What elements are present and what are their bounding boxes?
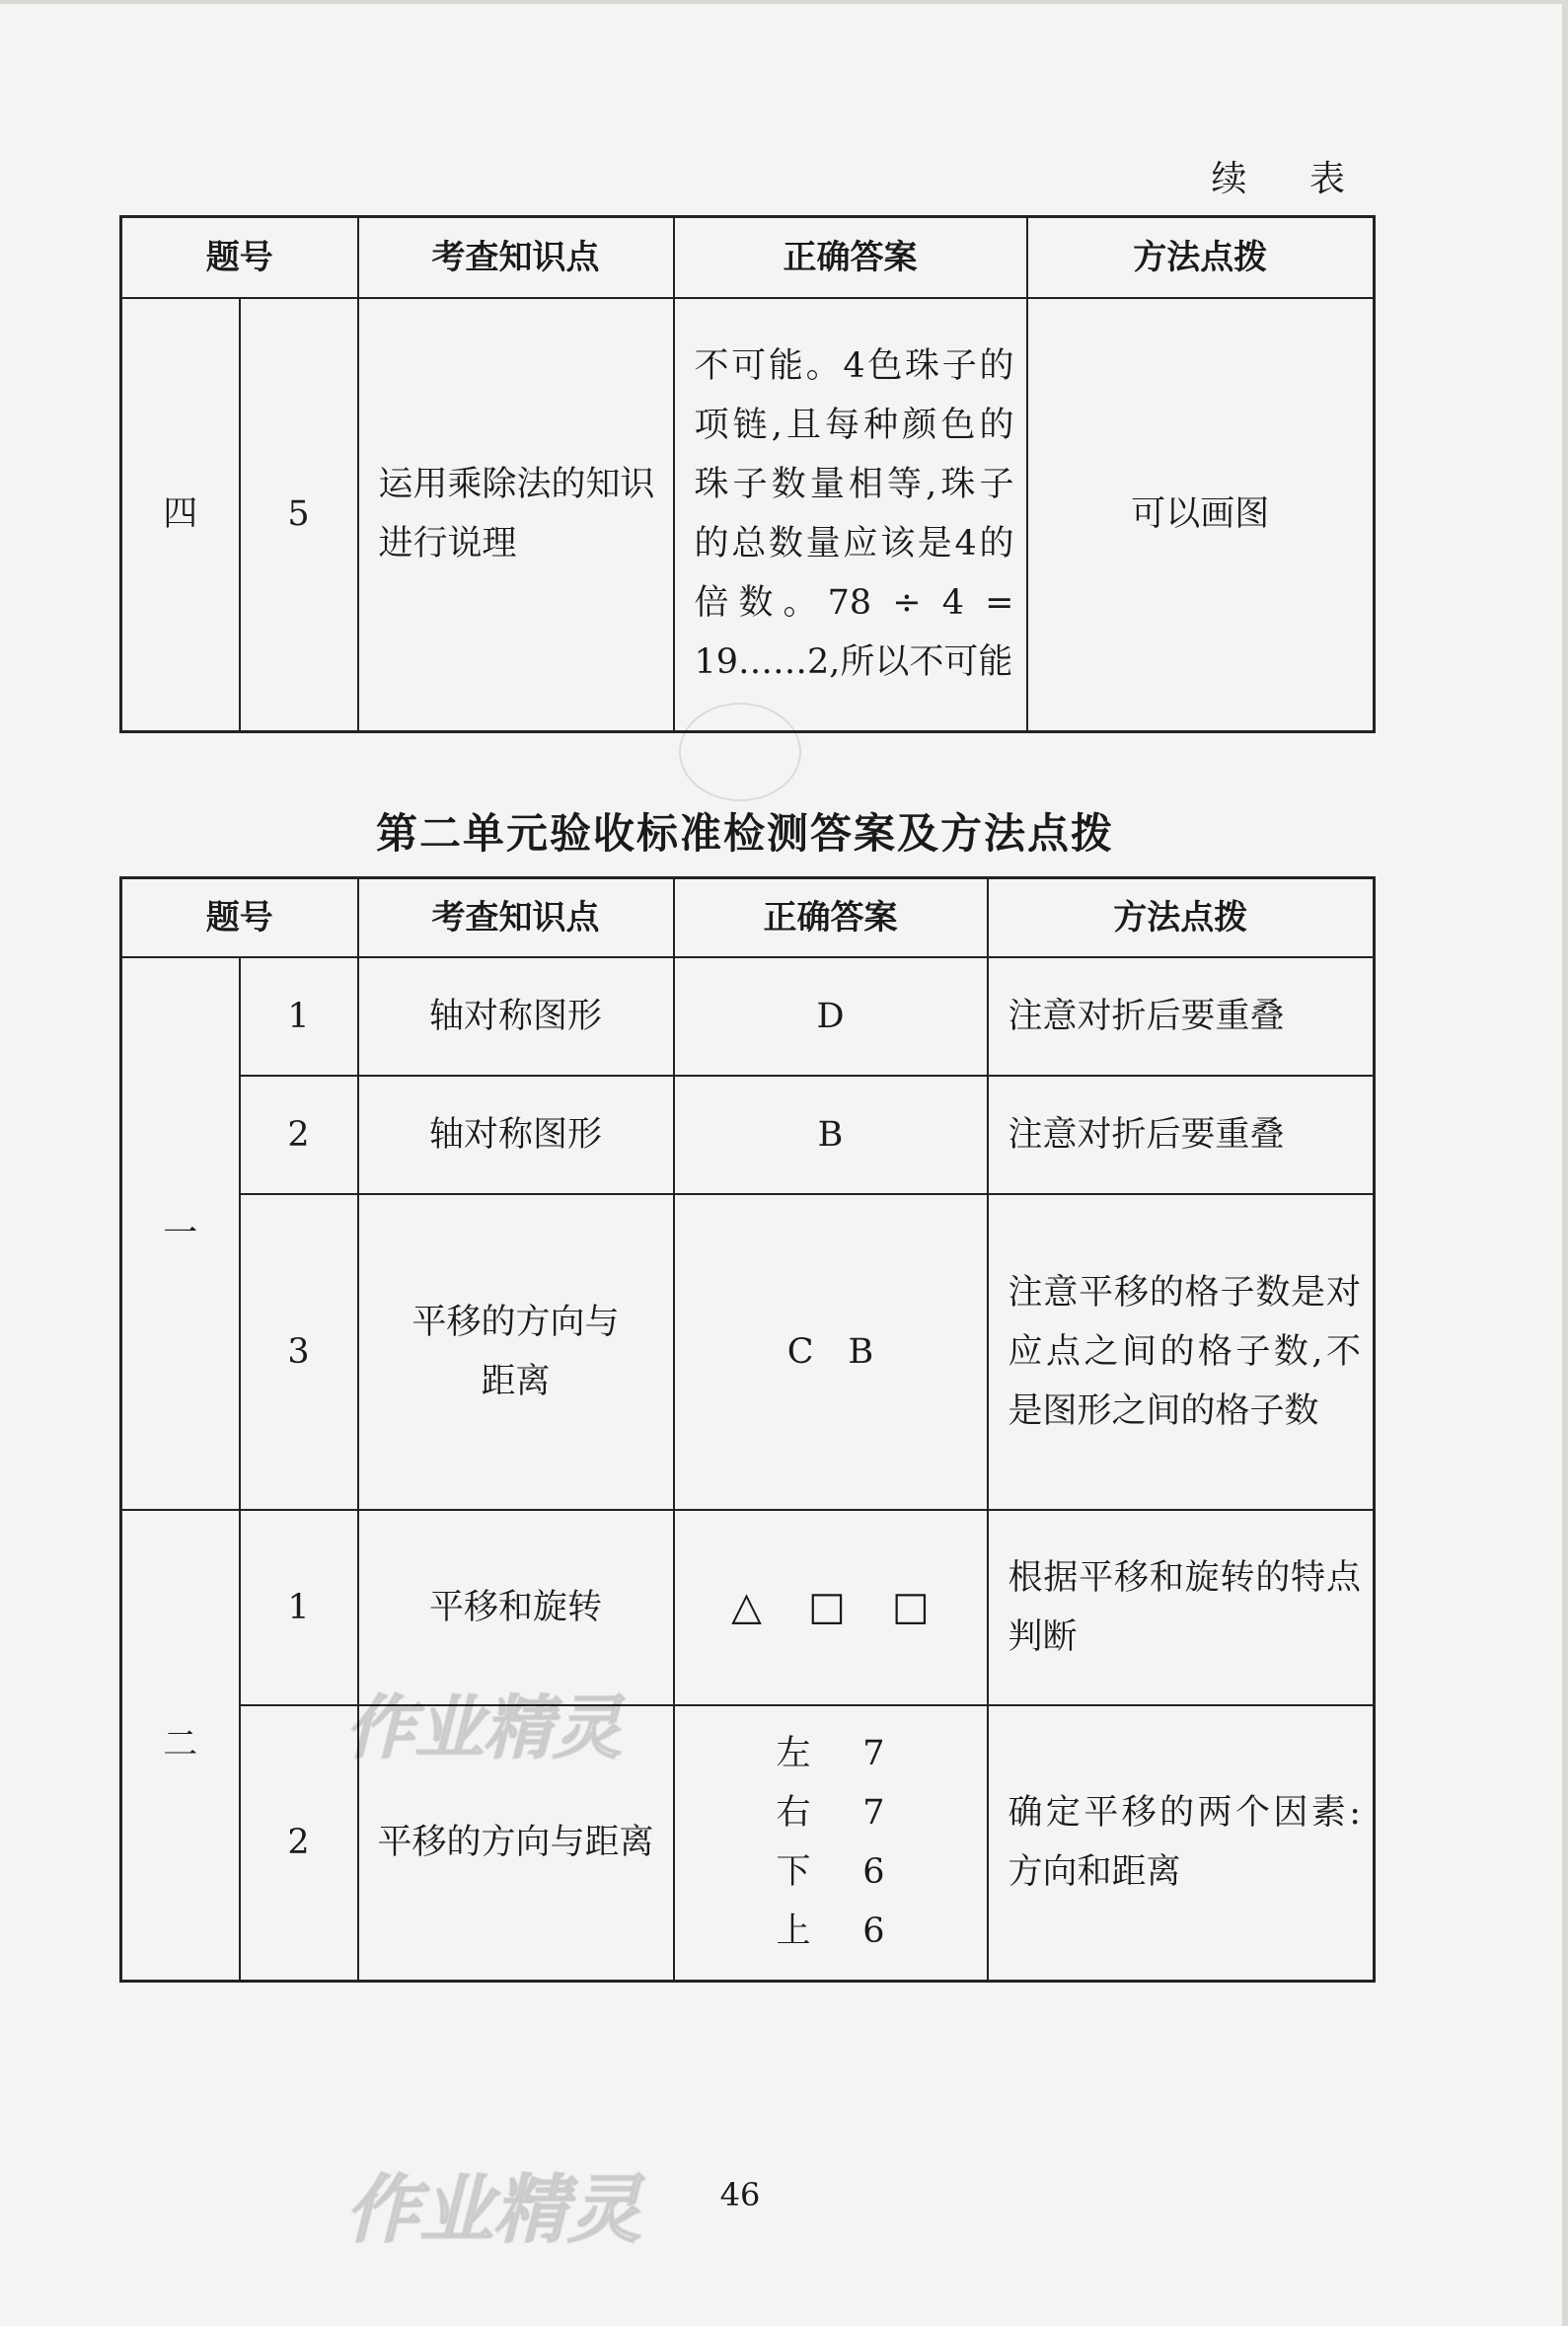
direction-label: 上 <box>776 1912 811 1952</box>
knowledge-cell: 平移的方向与距离 <box>358 1194 674 1510</box>
direction-value: 6 <box>862 1852 885 1893</box>
number-cell: 3 <box>240 1194 358 1510</box>
direction-line <box>675 1902 987 1961</box>
method-cell: 可以画图 <box>1027 298 1375 732</box>
table-row <box>121 1705 1375 1982</box>
knowledge-cell: 运用乘除法的知识进行说理 <box>358 298 674 732</box>
knowledge-cell: 平移的方向与距离 <box>358 1705 674 1982</box>
knowledge-cell: 轴对称图形 <box>358 1076 674 1194</box>
table-row <box>121 1510 1375 1705</box>
number-cell: 1 <box>240 1510 358 1705</box>
table-header-row <box>121 878 1375 957</box>
direction-line <box>675 1842 987 1902</box>
direction-value: 7 <box>862 1734 885 1774</box>
answer-cell: C B <box>674 1194 988 1510</box>
section-cell: 二 <box>121 1510 240 1982</box>
header-method: 方法点拨 <box>1027 217 1375 298</box>
answer-cell: D <box>674 957 988 1076</box>
page-edge <box>1562 0 1568 2326</box>
section-cell: 一 <box>121 957 240 1510</box>
page-number: 46 <box>719 2176 761 2213</box>
square-icon: □ <box>808 1583 846 1629</box>
page-edge-top <box>0 0 1568 4</box>
direction-value: 7 <box>862 1793 885 1834</box>
watermark: 作业精灵 <box>345 1688 622 1768</box>
method-cell: 确定平移的两个因素:方向和距离 <box>988 1705 1375 1982</box>
answer-cell <box>674 1510 988 1705</box>
method-cell: 注意对折后要重叠 <box>988 957 1375 1076</box>
header-answer: 正确答案 <box>674 217 1027 298</box>
header-number: 题号 <box>121 217 358 298</box>
method-cell: 注意平移的格子数是对应点之间的格子数,不是图形之间的格子数 <box>988 1194 1375 1510</box>
watermark-stamp <box>679 703 801 801</box>
unit2-table <box>119 876 1376 1983</box>
direction-label: 左 <box>776 1734 811 1774</box>
table-header-row <box>121 217 1375 298</box>
number-cell: 2 <box>240 1705 358 1982</box>
continued-table <box>119 215 1376 733</box>
watermark: 作业精灵 <box>345 2166 642 2253</box>
header-answer: 正确答案 <box>674 878 988 957</box>
header-knowledge: 考查知识点 <box>358 217 674 298</box>
knowledge-cell: 轴对称图形 <box>358 957 674 1076</box>
table-row <box>121 957 1375 1076</box>
method-cell: 根据平移和旋转的特点判断 <box>988 1510 1375 1705</box>
table-row <box>121 298 1375 732</box>
answer-cell <box>674 1705 988 1982</box>
direction-value: 6 <box>862 1912 885 1952</box>
direction-line <box>675 1724 987 1783</box>
table-row <box>121 1076 1375 1194</box>
method-cell: 注意对折后要重叠 <box>988 1076 1375 1194</box>
number-cell: 2 <box>240 1076 358 1194</box>
knowledge-cell: 平移和旋转 <box>358 1510 674 1705</box>
answer-cell: 不可能。4色珠子的项链,且每种颜色的珠子数量相等,珠子的总数量应该是4的倍数。78 ÷ 4 = 19……2,所以不可能 <box>674 298 1027 732</box>
direction-label: 右 <box>776 1793 811 1834</box>
number-cell: 5 <box>240 298 358 732</box>
table-row <box>121 1194 1375 1510</box>
header-number: 题号 <box>121 878 358 957</box>
triangle-icon: △ <box>731 1583 762 1629</box>
header-method: 方法点拨 <box>988 878 1375 957</box>
continued-label: 续 表 <box>1211 159 1371 199</box>
direction-label: 下 <box>776 1852 811 1893</box>
section-cell: 四 <box>121 298 240 732</box>
header-knowledge: 考查知识点 <box>358 878 674 957</box>
number-cell: 1 <box>240 957 358 1076</box>
direction-line <box>675 1783 987 1842</box>
answer-cell: B <box>674 1076 988 1194</box>
square-icon: □ <box>892 1583 930 1629</box>
section-title: 第二单元验收标准检测答案及方法点拨 <box>375 809 1114 858</box>
